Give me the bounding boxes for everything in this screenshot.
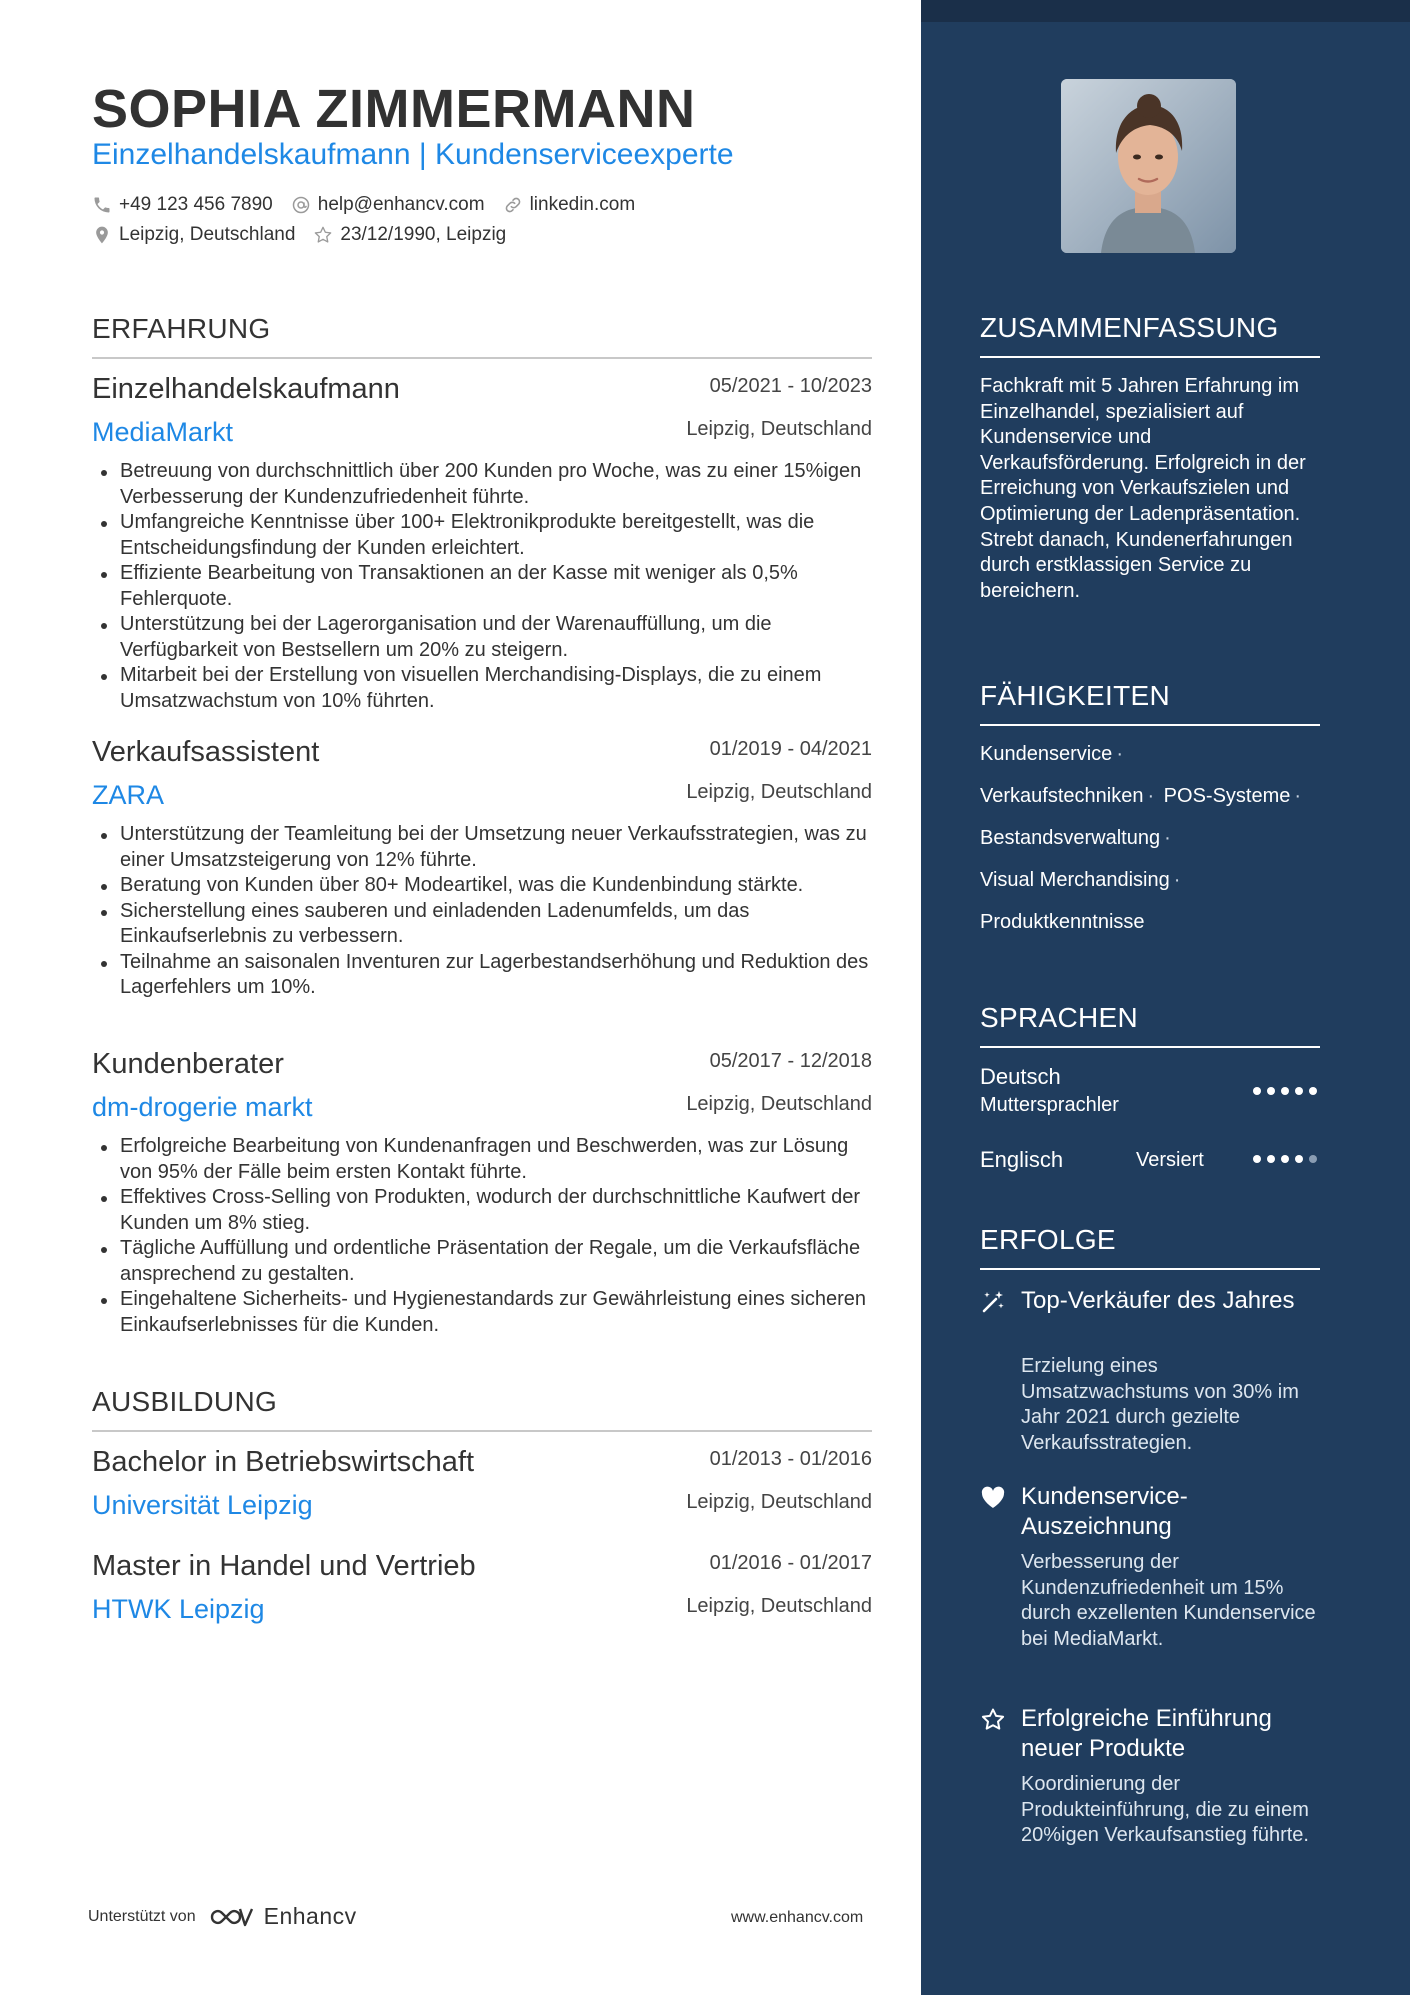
experience-entry: [92, 736, 872, 998]
bullet-item: Tägliche Auffüllung und ordentliche Präsentation der Regale, um die Verkaufsfläche ansprechend zu gestalten.: [92, 1236, 872, 1287]
achievement-description: Koordinierung der Produkteinführung, die zu einem 20%igen Verkaufsanstieg führte.: [1021, 1773, 1309, 1847]
achievement-title: Erfolgreiche Einführung neuer Produkte: [1021, 1705, 1272, 1762]
rating-dot: [1295, 1155, 1303, 1163]
skills-row: [980, 911, 1145, 934]
email-item[interactable]: [291, 194, 485, 216]
job-location: Leipzig, Deutschland: [686, 418, 872, 440]
bullet-item: Effiziente Bearbeitung von Transaktionen an der Kasse mit weniger als 0,5% Fehlerquote.: [92, 561, 872, 612]
heart-icon: [980, 1485, 1006, 1511]
job-dates: 05/2021 - 10/2023: [709, 375, 872, 397]
language-level: Muttersprachler: [980, 1094, 1119, 1116]
birth-text: 23/12/1990, Leipzig: [340, 224, 507, 245]
star-icon: [980, 1707, 1006, 1733]
skill-item: Visual Merchandising: [980, 869, 1170, 891]
job-title: Einzelhandelskaufmann: [92, 373, 400, 405]
profile-photo-image: [1061, 79, 1236, 253]
birth-item: [313, 224, 506, 246]
job-bullets: [92, 1134, 872, 1338]
school-name: Universität Leipzig: [92, 1490, 313, 1520]
school-name: HTWK Leipzig: [92, 1594, 265, 1624]
job-title: Verkaufsassistent: [92, 736, 320, 768]
rating-dot: [1267, 1155, 1275, 1163]
degree-title: Master in Handel und Vertrieb: [92, 1550, 476, 1582]
job-location: Leipzig, Deutschland: [686, 1093, 872, 1115]
degree-title: Bachelor in Betriebswirtschaft: [92, 1446, 474, 1478]
skill-item: Verkaufstechniken: [980, 785, 1144, 807]
experience-section-title: ERFAHRUNG: [92, 313, 872, 359]
rating-dot: [1295, 1087, 1303, 1095]
achievement-description: Erzielung eines Umsatzwachstums von 30% im Jahr 2021 durch gezielte Verkaufsstrategien.: [1021, 1355, 1299, 1454]
sidebar-top-bar: [921, 0, 1410, 22]
summary-section-title: ZUSAMMENFASSUNG: [980, 312, 1320, 358]
company-name: MediaMarkt: [92, 417, 234, 447]
achievement-description: Verbesserung der Kundenzufriedenheit um 15% durch exzellenten Kundenservice bei MediaMarkt.: [1021, 1551, 1316, 1650]
star-outline-icon: [313, 225, 333, 245]
enhancv-logo-icon: [208, 1904, 256, 1930]
at-icon: [291, 195, 311, 215]
skills-section-title: FÄHIGKEITEN: [980, 680, 1320, 726]
bullet-item: Umfangreiche Kenntnisse über 100+ Elektronikprodukte bereitgestellt, was die Entscheidungsfindung der Kunden erleichtert.: [92, 510, 872, 561]
website-item[interactable]: [503, 194, 636, 216]
footer-url[interactable]: www.enhancv.com: [731, 1909, 864, 1926]
bullet-item: Unterstützung bei der Lagerorganisation und der Warenauffüllung, um die Verfügbarkeit von Bestsellern um 20% zu steigern.: [92, 612, 872, 663]
skills-row: Bestandsverwaltung ·: [980, 827, 1171, 849]
bullet-item: Mitarbeit bei der Erstellung von visuellen Merchandising-Displays, die zu einem Umsatzwachstum von 10% führten.: [92, 663, 872, 714]
phone-text: +49 123 456 7890: [119, 194, 273, 215]
candidate-name: SOPHIA ZIMMERMANN: [92, 79, 696, 139]
rating-dot: [1309, 1087, 1317, 1095]
bullet-item: Effektives Cross-Selling von Produkten, wodurch der durchschnittliche Kaufwert der Kunden um 8% stieg.: [92, 1185, 872, 1236]
language-rating: [1247, 1155, 1317, 1163]
job-location: Leipzig, Deutschland: [686, 781, 872, 803]
achievement-title: Top-Verkäufer des Jahres: [1021, 1287, 1295, 1314]
website-text[interactable]: linkedin.com: [529, 194, 636, 215]
job-dates: 05/2017 - 12/2018: [709, 1050, 872, 1072]
skills-row: Kundenservice ·: [980, 743, 1123, 765]
languages-section-title: SPRACHEN: [980, 1002, 1320, 1048]
location-text: Leipzig, Deutschland: [119, 224, 296, 245]
achievement-title: Kundenservice-Auszeichnung: [1021, 1483, 1188, 1540]
candidate-headline: Einzelhandelskaufmann | Kundenserviceexperte: [92, 138, 734, 171]
location-item: [92, 224, 295, 246]
education-dates: 01/2013 - 01/2016: [709, 1448, 872, 1470]
rating-dot: [1267, 1087, 1275, 1095]
skill-item: Bestandsverwaltung: [980, 827, 1161, 849]
skills-row: Verkaufstechniken · POS-Systeme ·: [980, 785, 1302, 807]
bullet-item: Erfolgreiche Bearbeitung von Kundenanfragen und Beschwerden, was zur Lösung von 95% der Fälle beim ersten Kontakt führte.: [92, 1134, 872, 1185]
enhancv-logo-text: Enhancv: [263, 1903, 357, 1929]
summary-text: Fachkraft mit 5 Jahren Erfahrung im Einzelhandel, spezialisiert auf Kundenservice und Verkaufsförderung. Erfolgreich in der Erreichung von Verkaufszielen und Optimierung der Ladenpräsentation. Strebt danach, Kundenerfahrungen durch erstklassigen Service zu bereichern.: [980, 375, 1306, 602]
language-name: Englisch: [980, 1147, 1064, 1172]
contact-row-2: [92, 224, 524, 246]
rating-dot: [1309, 1155, 1317, 1163]
skill-item: Kundenservice: [980, 743, 1113, 765]
education-dates: 01/2016 - 01/2017: [709, 1552, 872, 1574]
job-bullets: [92, 459, 872, 714]
rating-dot: [1253, 1155, 1261, 1163]
education-location: Leipzig, Deutschland: [686, 1595, 872, 1617]
education-location: Leipzig, Deutschland: [686, 1491, 872, 1513]
rating-dot: [1253, 1087, 1261, 1095]
language-name: Deutsch: [980, 1064, 1061, 1089]
magic-wand-icon: [980, 1289, 1006, 1315]
bullet-item: Beratung von Kunden über 80+ Modeartikel, was die Kundenbindung stärkte.: [92, 873, 872, 899]
language-rating: [1247, 1087, 1317, 1095]
link-icon: [503, 195, 523, 215]
job-dates: 01/2019 - 04/2021: [709, 738, 872, 760]
phone-item: [92, 194, 273, 216]
rating-dot: [1281, 1087, 1289, 1095]
experience-entry: [92, 373, 872, 712]
achievements-section-title: ERFOLGE: [980, 1224, 1320, 1270]
bullet-item: Betreuung von durchschnittlich über 200 Kunden pro Woche, was zu einer 15%igen Verbesserung der Kundenzufriedenheit führte.: [92, 459, 872, 510]
job-bullets: [92, 822, 872, 1001]
bullet-item: Unterstützung der Teamleitung bei der Umsetzung neuer Verkaufsstrategien, was zu einer Umsatzsteigerung von 12% führte.: [92, 822, 872, 873]
contact-row-1: [92, 194, 653, 216]
skill-item: Produktkenntnisse: [980, 911, 1145, 933]
email-text[interactable]: help@enhancv.com: [317, 194, 485, 215]
location-pin-icon: [92, 225, 112, 245]
education-entry: [92, 1446, 872, 1520]
enhancv-logo[interactable]: [208, 1903, 357, 1930]
company-name: ZARA: [92, 780, 165, 810]
language-level: Versiert: [1136, 1149, 1204, 1171]
skills-row: Visual Merchandising ·: [980, 869, 1181, 891]
bullet-item: Eingehaltene Sicherheits- und Hygienestandards zur Gewährleistung eines sicheren Einkaufserlebnisses für die Kunden.: [92, 1287, 872, 1338]
profile-photo: [1061, 79, 1236, 253]
skill-item: POS-Systeme: [1163, 785, 1291, 807]
rating-dot: [1281, 1155, 1289, 1163]
sidebar: [921, 0, 1410, 1995]
education-section-title: AUSBILDUNG: [92, 1386, 872, 1432]
bullet-item: Teilnahme an saisonalen Inventuren zur Lagerbestandserhöhung und Reduktion des Lagerfehlers um 10%.: [92, 950, 872, 1001]
job-title: Kundenberater: [92, 1048, 284, 1080]
education-entry: [92, 1550, 872, 1624]
footer-branding: [88, 1903, 357, 1930]
powered-by-text: Unterstützt von: [88, 1907, 196, 1925]
company-name: dm-drogerie markt: [92, 1092, 313, 1122]
phone-icon: [92, 195, 112, 215]
experience-entry: [92, 1048, 872, 1336]
bullet-item: Sicherstellung eines sauberen und einladenden Ladenumfelds, um das Einkaufserlebnis zu verbessern.: [92, 899, 872, 950]
